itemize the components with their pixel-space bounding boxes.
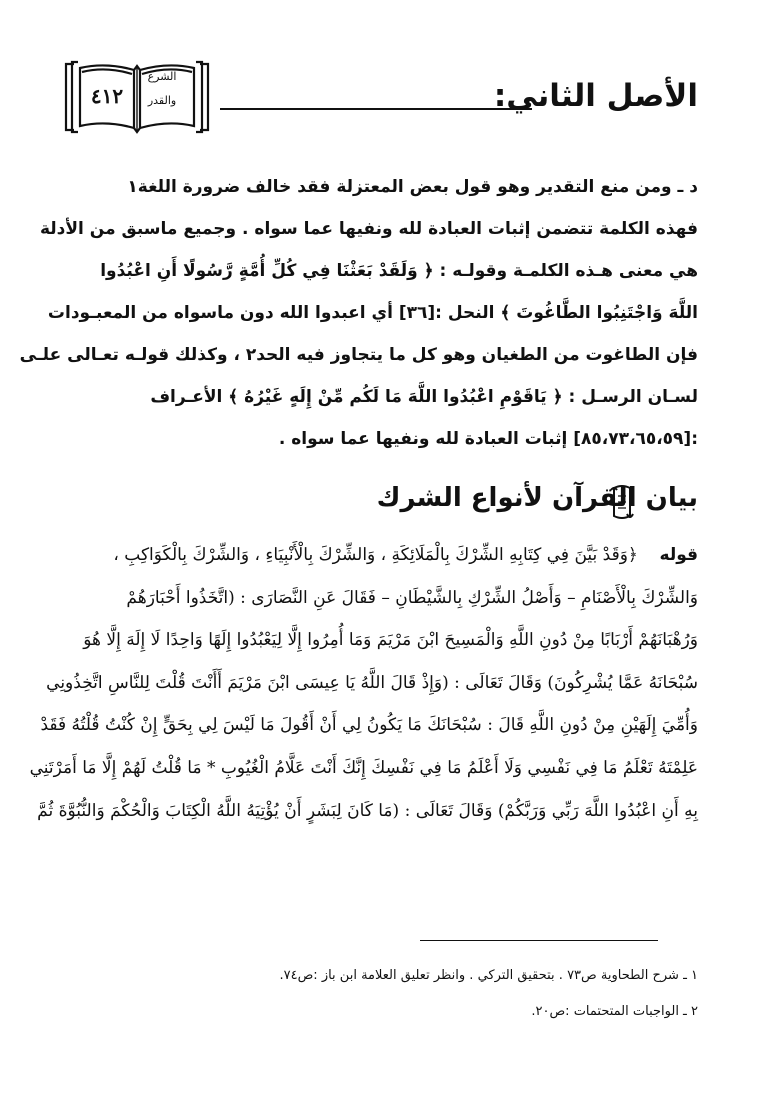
scroll-ornament-icon [608, 482, 636, 522]
emblem-label-line2: والقدر [147, 94, 177, 107]
section-heading: بيان القرآن لأنواع الشرك [376, 483, 698, 513]
footnote-separator [420, 940, 658, 941]
text-line [62, 534, 698, 577]
paragraph-1 [19, 166, 698, 460]
text-line: بِهِ أَنِ اعْبُدُوا اللَّهَ رَبِّي وَرَبَّكُمْ) وَقَالَ تَعَالَى : (مَا كَانَ لِبَشَرٍ أَنْ يُؤْتِيَهُ اللَّهُ الْكِتَابَ وَالْحُكْمَ وَالنُّبُوَّةَ ثُمَّ [37, 800, 698, 821]
text-line: :[٨٥،٧٣،٦٥،٥٩] إثبات العبادة لله ونفيها عما سواه . [278, 429, 698, 449]
text-line: عَلِمْتَهُ تَعْلَمُ مَا فِي نَفْسِي وَلَا أَعْلَمُ مَا فِي نَفْسِكَ إِنَّكَ أَنْتَ عَلَّامُ الْغُيُوبِ * مَا قُلْتُ لَهُمْ إِلَّا مَا أَمَرْتَنِي [29, 757, 698, 778]
emblem-label-line1: الشرع [147, 70, 177, 83]
header-rule [220, 108, 532, 110]
verse-text: ﴿وَقَدْ بَيَّنَ فِي كِتَابِهِ الشِّرْكَ بِالْمَلَائِكَةِ ، وَالشِّرْكَ بِالْأَنْبِيَاءِ ، وَالشِّرْكَ بِالْكَوَاكِبِ ، [113, 545, 638, 565]
text-line: وَالشِّرْكَ بِالْأَصْنَامِ – وَأَصْلُ الشِّرْكِ بِالشَّيْطَانِ – فَقَالَ عَنِ النَّصَارَى : (اتَّخَذُوا أَحْبَارَهُمْ [126, 587, 698, 608]
footnote-1: ١ ـ شرح الطحاوية ص٧٣ . بتحقيق التركي . وانظر تعليق العلامة ابن باز :ص٧٤. [279, 968, 698, 983]
page-number: ٤١٢ [90, 84, 124, 108]
section-heading-block [358, 472, 698, 528]
lead-word: قوله [659, 545, 698, 565]
emblem-label [137, 70, 187, 108]
chapter-heading: الأصل الثاني: [493, 78, 698, 114]
text-line: اللَّهَ وَاجْتَنِبُوا الطَّاغُوتَ ﴾ النحل :[٣٦] أي اعبدوا الله دون ماسواه من المعبـودات [47, 303, 698, 323]
text-line: وَأُمِّيَ إِلَهَيْنِ مِنْ دُونِ اللَّهِ قَالَ : سُبْحَانَكَ مَا يَكُونُ لِي أَنْ أَقُولَ مَا لَيْسَ لِي بِحَقٍّ إِنْ كُنْتُ قُلْتُهُ فَقَدْ [40, 715, 698, 736]
text-line: د ـ ومن منع التقدير وهو قول بعض المعتزلة فقد خالف ضرورة اللغة١ [127, 177, 698, 197]
text-line: فإن الطاغوت من الطغيان وهو كل ما يتجاوز فيه الحد٢ ، وكذلك قولـه تعـالى علـى [19, 345, 698, 365]
paragraph-2 [29, 534, 698, 832]
footnote-2: ٢ ـ الواجبات المتحتمات :ص٢٠. [531, 1004, 698, 1019]
text-line: لسـان الرسـل : ﴿ يَاقَوْمِ اعْبُدُوا اللَّهَ مَا لَكُم مِّنْ إِلَهٍ غَيْرُهُ ﴾ الأعـراف [150, 387, 698, 407]
text-line: فهذه الكلمة تتضمن إثبات العبادة لله ونفيها عما سواه . وجميع ماسبق من الأدلة [39, 219, 698, 239]
footnotes [98, 958, 698, 1030]
text-line: وَرُهْبَانَهُمْ أَرْبَابًا مِنْ دُونِ اللَّهِ وَالْمَسِيحَ ابْنَ مَرْيَمَ وَمَا أُمِرُوا إِلَّا لِيَعْبُدُوا إِلَهًا وَاحِدًا لَا إِلَهَ إِلَّا هُوَ [83, 630, 698, 651]
text-line: هي معنى هـذه الكلمـة وقولـه : ﴿ وَلَقَدْ بَعَثْنَا فِي كُلِّ أُمَّةٍ رَّسُولًا أَنِ اعْبُدُوا [100, 261, 698, 281]
text-line: سُبْحَانَهُ عَمَّا يُشْرِكُونَ) وَقَالَ تَعَالَى : (وَإِذْ قَالَ اللَّهُ يَا عِيسَى ابْنَ مَرْيَمَ أَأَنْتَ قُلْتَ لِلنَّاسِ اتَّخِذُونِي [46, 672, 698, 693]
